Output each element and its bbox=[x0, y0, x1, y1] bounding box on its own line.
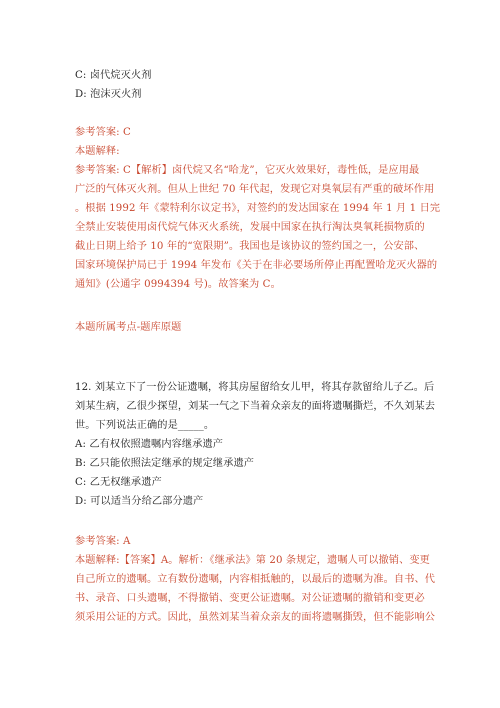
explain-line: 本题解释:【答案】A。解析：《继承法》第 20 条规定，遗嘱人可以撤销、变更 bbox=[75, 555, 430, 566]
option-d: D: 泡沫灭火剂 bbox=[75, 89, 142, 100]
explain-label: 本题解释: bbox=[75, 146, 120, 157]
question-stem-line: 刘某生病，乙很少探望，刘某一气之下当着众亲友的面将遗嘱撕烂，不久刘某去 bbox=[75, 401, 436, 412]
explain-line: 通知》(公通字 0994394 号)。故答案为 C。 bbox=[75, 279, 281, 290]
explain-line: 自己所立的遗嘱。立有数份遗嘱，内容相抵触的，以最后的遗嘱为准。自书、代 bbox=[75, 574, 436, 585]
explain-line: 参考答案: C【解析】卤代烷又名“哈龙”，它灭火效果好，毒性低，是应用最 bbox=[75, 165, 420, 176]
option-c: C: 卤代烷灭火剂 bbox=[75, 70, 152, 81]
explain-line: 。根据 1992 年《蒙特利尔议定书》，对签约的发达国家在 1994 年 1 月 1 日完 bbox=[75, 203, 441, 214]
question-stem-line: 12. 刘某立下了一份公证遗嘱，将其房屋留给女儿甲，将其存款留给儿子乙。后 bbox=[75, 382, 435, 393]
answer-line: 参考答案: A bbox=[75, 536, 131, 547]
answer-line: 参考答案: C bbox=[75, 127, 131, 138]
option-d: D: 可以适当分给乙部分遗产 bbox=[75, 496, 204, 507]
option-a: A: 乙有权依照遗嘱内容继承遗产 bbox=[75, 439, 224, 450]
explain-line: 截止日期上给予 10 年的“宽限期”。我国也是该协议的签约国之一，公安部、 bbox=[75, 241, 425, 252]
question-stem-line: 世。下列说法正确的是_____。 bbox=[75, 420, 215, 431]
explain-line: 须采用公证的方式。因此，虽然刘某当着众亲友的面将遗嘱撕毁，但不能影响公 bbox=[75, 612, 436, 623]
option-b: B: 乙只能依照法定继承的规定继承遗产 bbox=[75, 458, 255, 469]
explain-line: 书、录音、口头遗嘱，不得撤销、变更公证遗嘱。对公证遗嘱的撤销和变更必 bbox=[75, 593, 425, 604]
explain-line: 广泛的气体灭火剂。但从上世纪 70 年代起，发现它对臭氧层有严重的破坏作用 bbox=[75, 184, 435, 195]
source-note: 本题所属考点-题库原题 bbox=[75, 322, 182, 333]
explain-line: 全禁止安装使用卤代烷气体灭火系统，发展中国家在执行淘汰臭氧耗损物质的 bbox=[75, 222, 425, 233]
explain-line: 国家环境保护局已于 1994 年发布《关于在非必要场所停止再配置哈龙灭火器的 bbox=[75, 260, 438, 271]
option-c: C: 乙无权继承遗产 bbox=[75, 477, 162, 488]
